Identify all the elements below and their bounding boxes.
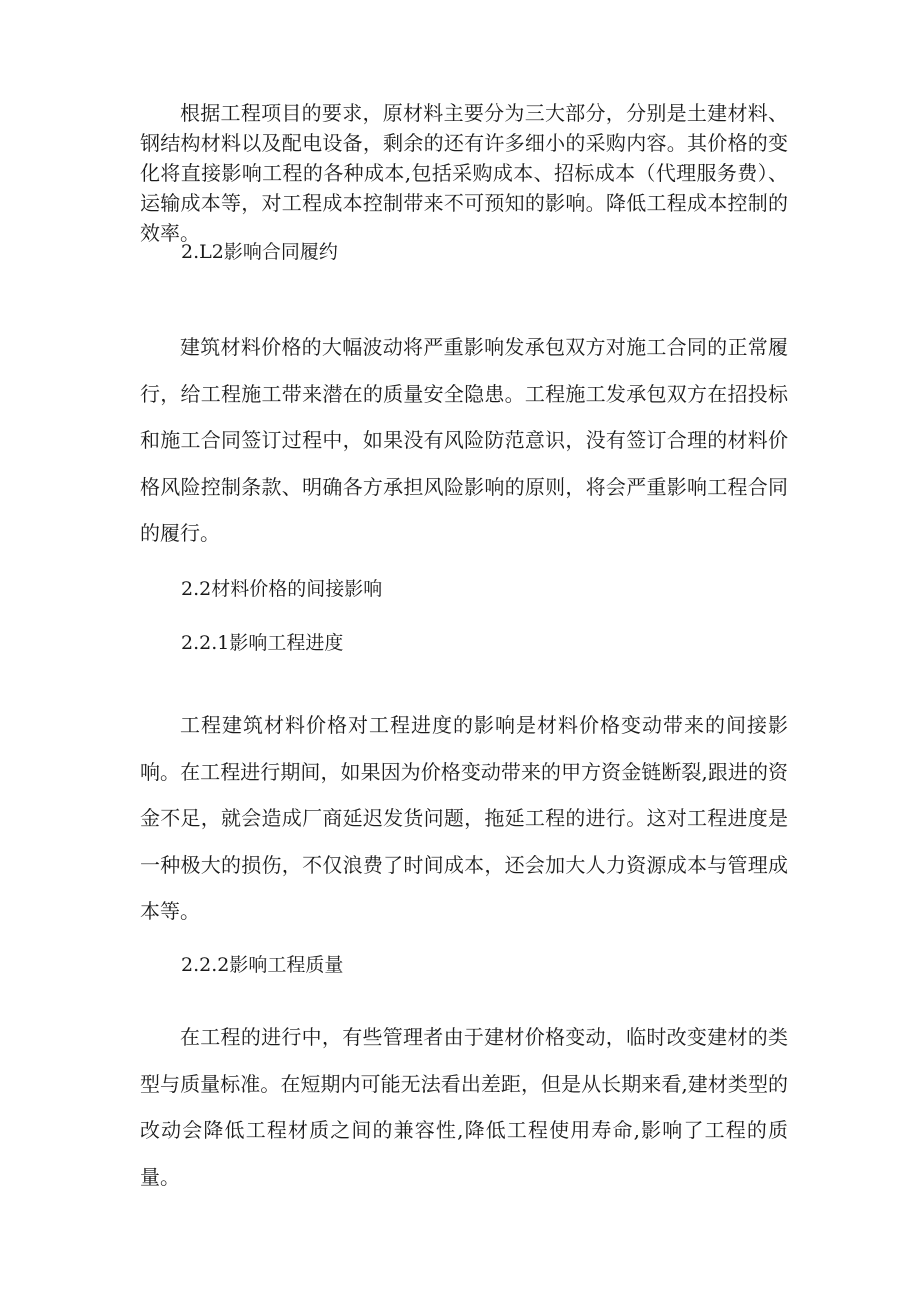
section-heading-contract: 2.L2影响合同履约: [181, 241, 338, 263]
section-heading-quality: 2.2.2影响工程质量: [181, 954, 344, 976]
section-heading-progress: 2.2.1影响工程进度: [181, 632, 344, 654]
paragraph-contract-performance: 建筑材料价格的大幅波动将严重影响发承包双方对施工合同的正常履行，给工程施工带来潜在的质量安全隐患。工程施工发承包双方在招投标和施工合同签订过程中，如果没有风险防范意识，没有签订合理的材料价格风险控制条款、明确各方承担风险影响的原则，将会严重影响工程合同的履行。: [140, 335, 788, 545]
paragraph-raw-materials: 根据工程项目的要求，原材料主要分为三大部分，分别是土建材料、钢结构材料以及配电设备，剩余的还有许多细小的采购内容。其价格的变化将直接影响工程的各种成本,包括采购成本、招标成本（代理服务费）、运输成本等，对工程成本控制带来不可预知的影响。降低工程成本控制的效率。: [140, 101, 788, 245]
section-heading-indirect-impact: 2.2材料价格的间接影响: [181, 578, 383, 600]
paragraph-project-progress: 工程建筑材料价格对工程进度的影响是材料价格变动带来的间接影响。在工程进行期间，如果因为价格变动带来的甲方资金链断裂,跟进的资金不足，就会造成厂商延迟发货问题，拖延工程的进行。这对工程进度是一种极大的损伤，不仅浪费了时间成本，还会加大人力资源成本与管理成本等。: [140, 713, 788, 923]
paragraph-project-quality: 在工程的进行中，有些管理者由于建材价格变动，临时改变建材的类型与质量标准。在短期内可能无法看出差距，但是从长期来看,建材类型的改动会降低工程材质之间的兼容性,降低工程使用寿命,影响了工程的质量。: [140, 1025, 788, 1189]
